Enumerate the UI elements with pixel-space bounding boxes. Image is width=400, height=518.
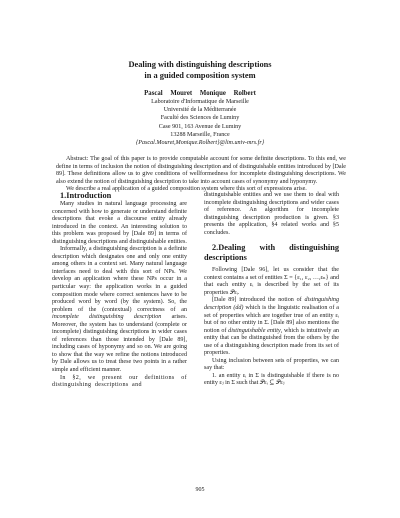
affiliation-line: Case 901, 163 Avenue de Luminy xyxy=(158,123,242,130)
body-text: arises. Moreover, the system has to understand (complete or incomplete) distinguishing descriptions in wider cases of references than those intended by [Dale 89], including cases of hyponymy and so on. We are going to show that the way we refine the notions introduced by Dale allows us to treat these two points in a rather simple and efficient manner. xyxy=(52,314,187,374)
left-column xyxy=(52,191,187,390)
section-2-heading: 2.Dealing with distinguishing descriptions xyxy=(204,243,339,263)
section-1-heading: 1.Introduction xyxy=(60,191,112,200)
body-paragraph: 1. an entity εᵢ in Σ is distinguishable if there is no entity εⱼ in Σ such that 𝒫εᵢ ⊆ 𝒫εⱼ xyxy=(204,372,339,387)
title-line-1: Dealing with distinguishing descriptions xyxy=(128,60,272,69)
author-name: Pascal Mouret xyxy=(144,90,193,97)
right-column xyxy=(204,192,339,388)
body-text: which is the linguistic realisation of a set of properties which are together true of an entity εᵢ but of no other entity in Σ. [Dale 89] also mentions the notion of xyxy=(204,305,339,334)
abstract-paragraph: Abstract: The goal of this paper is to provide computable account for some definite descriptions. To this end, we define in terms of inclusion the notion of distinguishing description and of distinguishable entities introduced by [Dale 89]. These definitions allow us to give conditions of wellformedness for incomplete distinguishing descriptions. We also extend the notion of distinguishing description to take into account cases of synonymy and hyponymy. xyxy=(56,156,346,185)
body-paragraph: distinguishable entities and we use them to deal with incomplete distinguishing descriptions and wider cases of reference. An algorithm for incomplete distinguishing description production is given. §3 presents the application, §4 related works and §5 concludes. xyxy=(204,192,339,236)
author-list xyxy=(0,90,400,98)
body-paragraph xyxy=(204,297,339,357)
author-name: Monique Rolbert xyxy=(199,90,256,97)
affiliation-block xyxy=(0,98,400,147)
body-paragraph: Following [Dale 96], let us consider that the context contains a set of entities Σ = {ε₁, ε₂, …,εₙ} and that each entity εᵢ is described by the set of its properties 𝒫εᵢ. xyxy=(204,267,339,296)
abstract-paragraph: We describe a real application of a guided composition system where this sort of expressions arise. xyxy=(66,186,307,193)
body-text: Informally, a distinguishing description is a definite description which designates one and only one entity among others in a context set. Many natural language interfaces need to deal with this sort of NPs. We develop an application where these NPs occur in a particular way: the application works in a guided composition mode where correct sentences have to be produced word by word (by the system). So, the problem of the (contextual) correctness of an xyxy=(52,246,187,313)
affiliation-line: Université de la Méditerranée xyxy=(163,107,237,114)
abstract xyxy=(56,156,346,194)
paper-title xyxy=(0,59,400,81)
body-italic-text: distinguishable entity xyxy=(228,327,281,334)
page-number: 905 xyxy=(195,487,205,493)
affiliation-line: Laboratoire d'Informatique de Marseille xyxy=(151,99,249,105)
body-text: , which is intuitively an entity that can be distinguished from the others by the use of a distinguishing description made from its set of properties. xyxy=(204,327,339,357)
body-paragraph: In §2, we present our definitions of distinguishing descriptions and xyxy=(52,374,187,389)
body-paragraph: Using inclusion between sets of properties, we can say that: xyxy=(204,357,339,372)
author-email: {Pascal.Mouret,Monique.Rolbert}@lim.univ-mrs.fr} xyxy=(135,140,265,147)
body-text: [Dale 89] introduced the notion of xyxy=(212,297,305,304)
title-line-2: in a guided composition system xyxy=(144,71,256,80)
affiliation-line: Faculté des Sciences de Luminy xyxy=(160,115,240,122)
body-italic-text: distinguishing description (dd) xyxy=(204,297,339,312)
body-italic-text: incomplete distinguishing description xyxy=(52,314,162,321)
body-paragraph xyxy=(52,246,187,374)
body-paragraph: Many studies in natural language processing are concerned with how to generate or understand definite descriptions that evoke a discourse entity already introduced in the context. An interesting solution to this problem was proposed by [Dale 89] in terms of distinguishing descriptions and distinguishable entities. xyxy=(52,201,187,245)
affiliation-line: 13288 Marseille, France xyxy=(170,131,230,138)
